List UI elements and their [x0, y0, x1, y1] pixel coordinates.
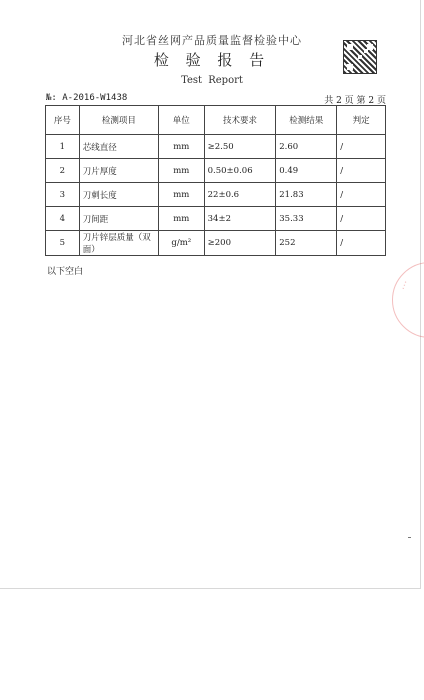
table-row: [46, 159, 386, 183]
cell-requirement: ≥2.50: [204, 135, 276, 159]
table-row: [46, 135, 386, 159]
cell-requirement: ≥200: [204, 231, 276, 256]
cell-unit: g/m²: [158, 231, 204, 256]
header-no: 序号: [46, 106, 80, 135]
test-results-table: [45, 105, 386, 256]
cell-item: 刀片锌层质量（双面）: [79, 231, 158, 256]
header-requirement: 技术要求: [204, 106, 276, 135]
cell-judgment: /: [337, 135, 386, 159]
organization-name: 河北省丝网产品质量监督检验中心: [122, 34, 302, 47]
cell-requirement: 22±0.6: [204, 183, 276, 207]
report-title: 检 验 报 告: [153, 51, 271, 69]
cell-judgment: /: [337, 231, 386, 256]
cell-unit: mm: [158, 207, 204, 231]
cell-no: 2: [46, 159, 80, 183]
report-subtitle: Test Report: [181, 75, 243, 86]
stamp-partial-mark: ⋯: [398, 278, 412, 293]
cell-no: 4: [46, 207, 80, 231]
cell-unit: mm: [158, 135, 204, 159]
cell-item: 刀刺长度: [79, 183, 158, 207]
cell-judgment: /: [337, 183, 386, 207]
cell-judgment: /: [337, 159, 386, 183]
cell-no: 1: [46, 135, 80, 159]
table-row: [46, 207, 386, 231]
cell-result: 0.49: [276, 159, 337, 183]
margin-tick-mark: [408, 537, 411, 538]
cell-item: 刀间距: [79, 207, 158, 231]
header-item: 检测项目: [79, 106, 158, 135]
table-row: [46, 183, 386, 207]
cell-requirement: 34±2: [204, 207, 276, 231]
cell-unit: mm: [158, 183, 204, 207]
cell-judgment: /: [337, 207, 386, 231]
blank-below-note: 以下空白: [47, 267, 84, 277]
report-number: №: A-2016-W1438: [46, 93, 128, 103]
cell-item: 芯线直径: [79, 135, 158, 159]
cell-result: 21.83: [276, 183, 337, 207]
cell-result: 2.60: [276, 135, 337, 159]
qr-code-icon: [343, 40, 377, 74]
header-unit: 单位: [158, 106, 204, 135]
header-result: 检测结果: [276, 106, 337, 135]
cell-item: 刀片厚度: [79, 159, 158, 183]
cell-requirement: 0.50±0.06: [204, 159, 276, 183]
header-judgment: 判定: [337, 106, 386, 135]
page-info: 共 2 页 第 2 页: [324, 96, 386, 106]
cell-no: 3: [46, 183, 80, 207]
cell-no: 5: [46, 231, 80, 256]
cell-unit: mm: [158, 159, 204, 183]
cell-result: 35.33: [276, 207, 337, 231]
table-header-row: [46, 106, 386, 135]
cell-result: 252: [276, 231, 337, 256]
table-row: [46, 231, 386, 256]
